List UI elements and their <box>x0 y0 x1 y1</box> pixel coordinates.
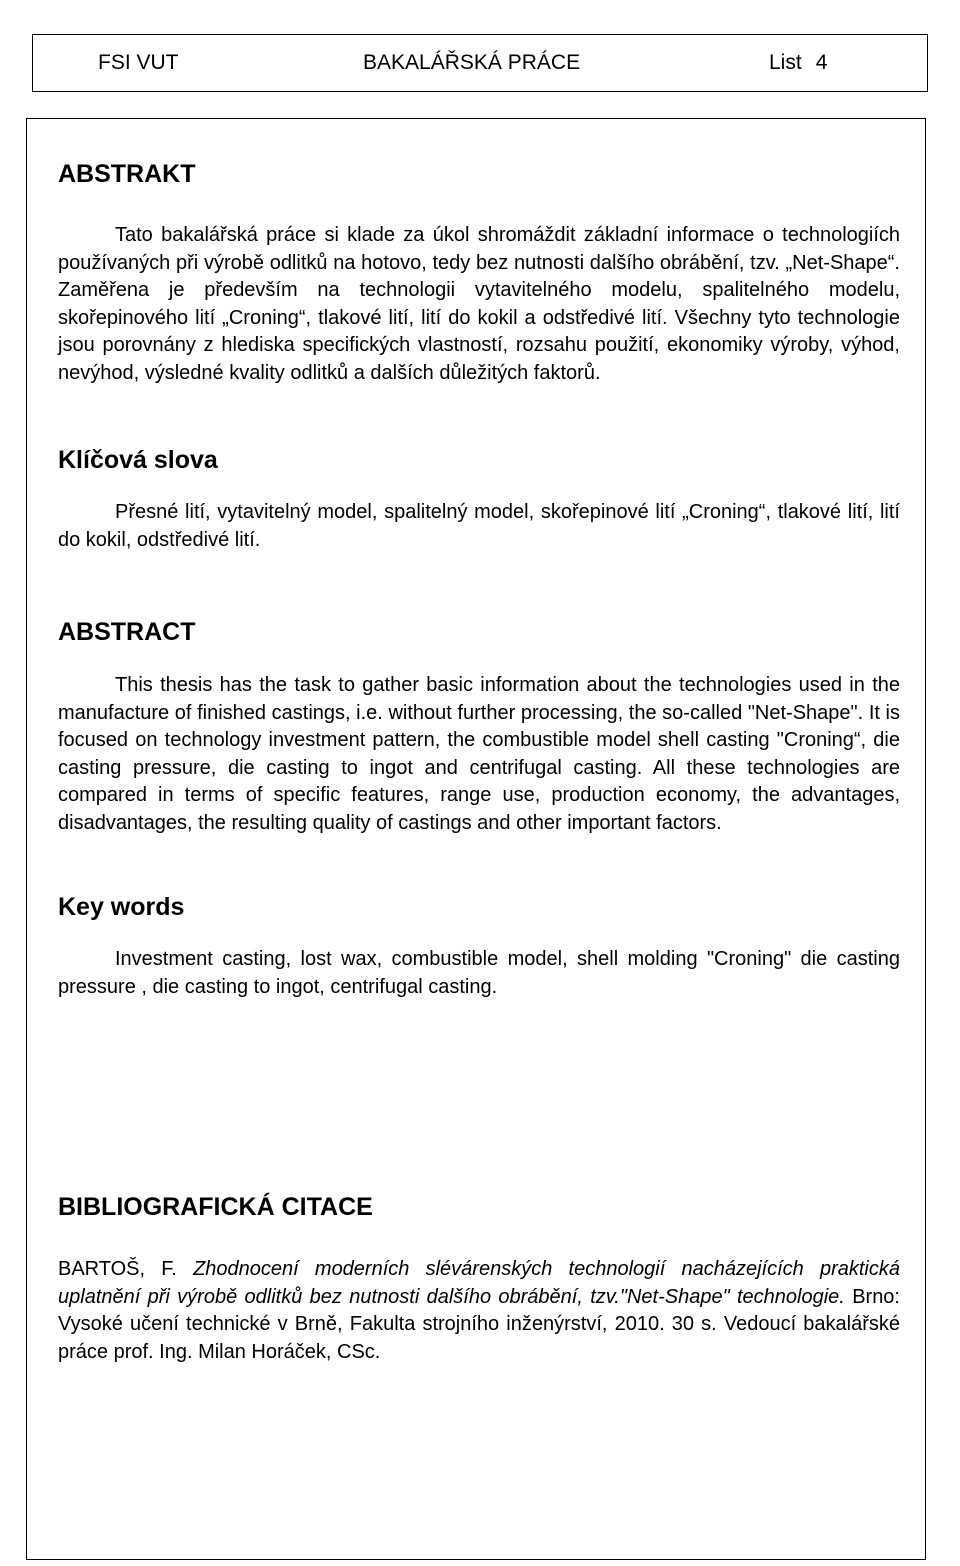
abstrakt-text: Tato bakalářská práce si klade za úkol shromáždit základní informace o technologiích používaných při výrobě odlitků na hotovo, tedy bez nutnosti dalšího obrábění, tzv. „Net-Shape“. Zaměřena je především na technologii vytavitelného modelu, spalitelného modelu, skořepinového lití „Croning“, tlakové lití, lití do kokil a odstředivé lití. Všechny tyto technologie jsou porovnány z hlediska specifických vlastností, rozsahu použití, ekonomiky výroby, výhod, nevýhod, výsledné kvality odlitků a dalších důležitých faktorů. <box>58 224 900 384</box>
abstrakt-heading: ABSTRAKT <box>58 160 196 188</box>
header-institution: FSI VUT <box>98 51 179 74</box>
header-document-type: BAKALÁŘSKÁ PRÁCE <box>363 51 581 74</box>
abstract-text: This thesis has the task to gather basic information about the technologies used in the manufacture of finished castings, i.e. without further processing, the so-called "Net-Shape". It is focused on technology investment pattern, the combustible model shell casting "Croning“, die casting pressure, die casting to ingot and centrifugal casting. All these technologies are compared in terms of specific features, range use, production economy, the advantages, disadvantages, the resulting quality of castings and other important factors. <box>58 674 900 834</box>
key-words-text: Investment casting, lost wax, combustible model, shell molding "Croning" die casting pressure , die casting to ingot, centrifugal casting. <box>58 948 900 998</box>
header-page-value: 4 <box>815 51 828 74</box>
header-page-number <box>769 51 827 75</box>
abstract-section <box>58 672 900 837</box>
citace-publication: Brno: Vysoké učení technické v Brně, Fakulta strojního inženýrství, 2010. 30 s. Vedoucí bakalářské práce prof. Ing. Milan Horáček, CSc. <box>58 1285 900 1363</box>
klicova-slova-text: Přesné lití, vytavitelný model, spalitelný model, skořepinové lití „Croning“, tlakové lití, lití do kokil, odstředivé lití. <box>58 501 900 551</box>
header-page-label: List <box>769 51 802 74</box>
key-words-heading: Key words <box>58 893 185 921</box>
citace-author: BARTOŠ, F. <box>58 1258 177 1280</box>
klicova-slova-section <box>58 499 900 554</box>
abstrakt-section <box>58 222 900 387</box>
citace-heading: BIBLIOGRAFICKÁ CITACE <box>58 1193 373 1221</box>
abstract-heading: ABSTRACT <box>58 618 196 646</box>
page-header <box>32 34 928 92</box>
key-words-section <box>58 946 900 1001</box>
citace-section <box>58 1256 900 1366</box>
citace-text <box>58 1256 900 1366</box>
klicova-slova-heading: Klíčová slova <box>58 446 218 474</box>
citace-work-title: Zhodnocení moderních slévárenských technologií nacházejících praktická uplatnění při výrobě odlitků bez nutnosti dalšího obrábění, tzv."Net-Shape" technologie. <box>58 1258 901 1308</box>
